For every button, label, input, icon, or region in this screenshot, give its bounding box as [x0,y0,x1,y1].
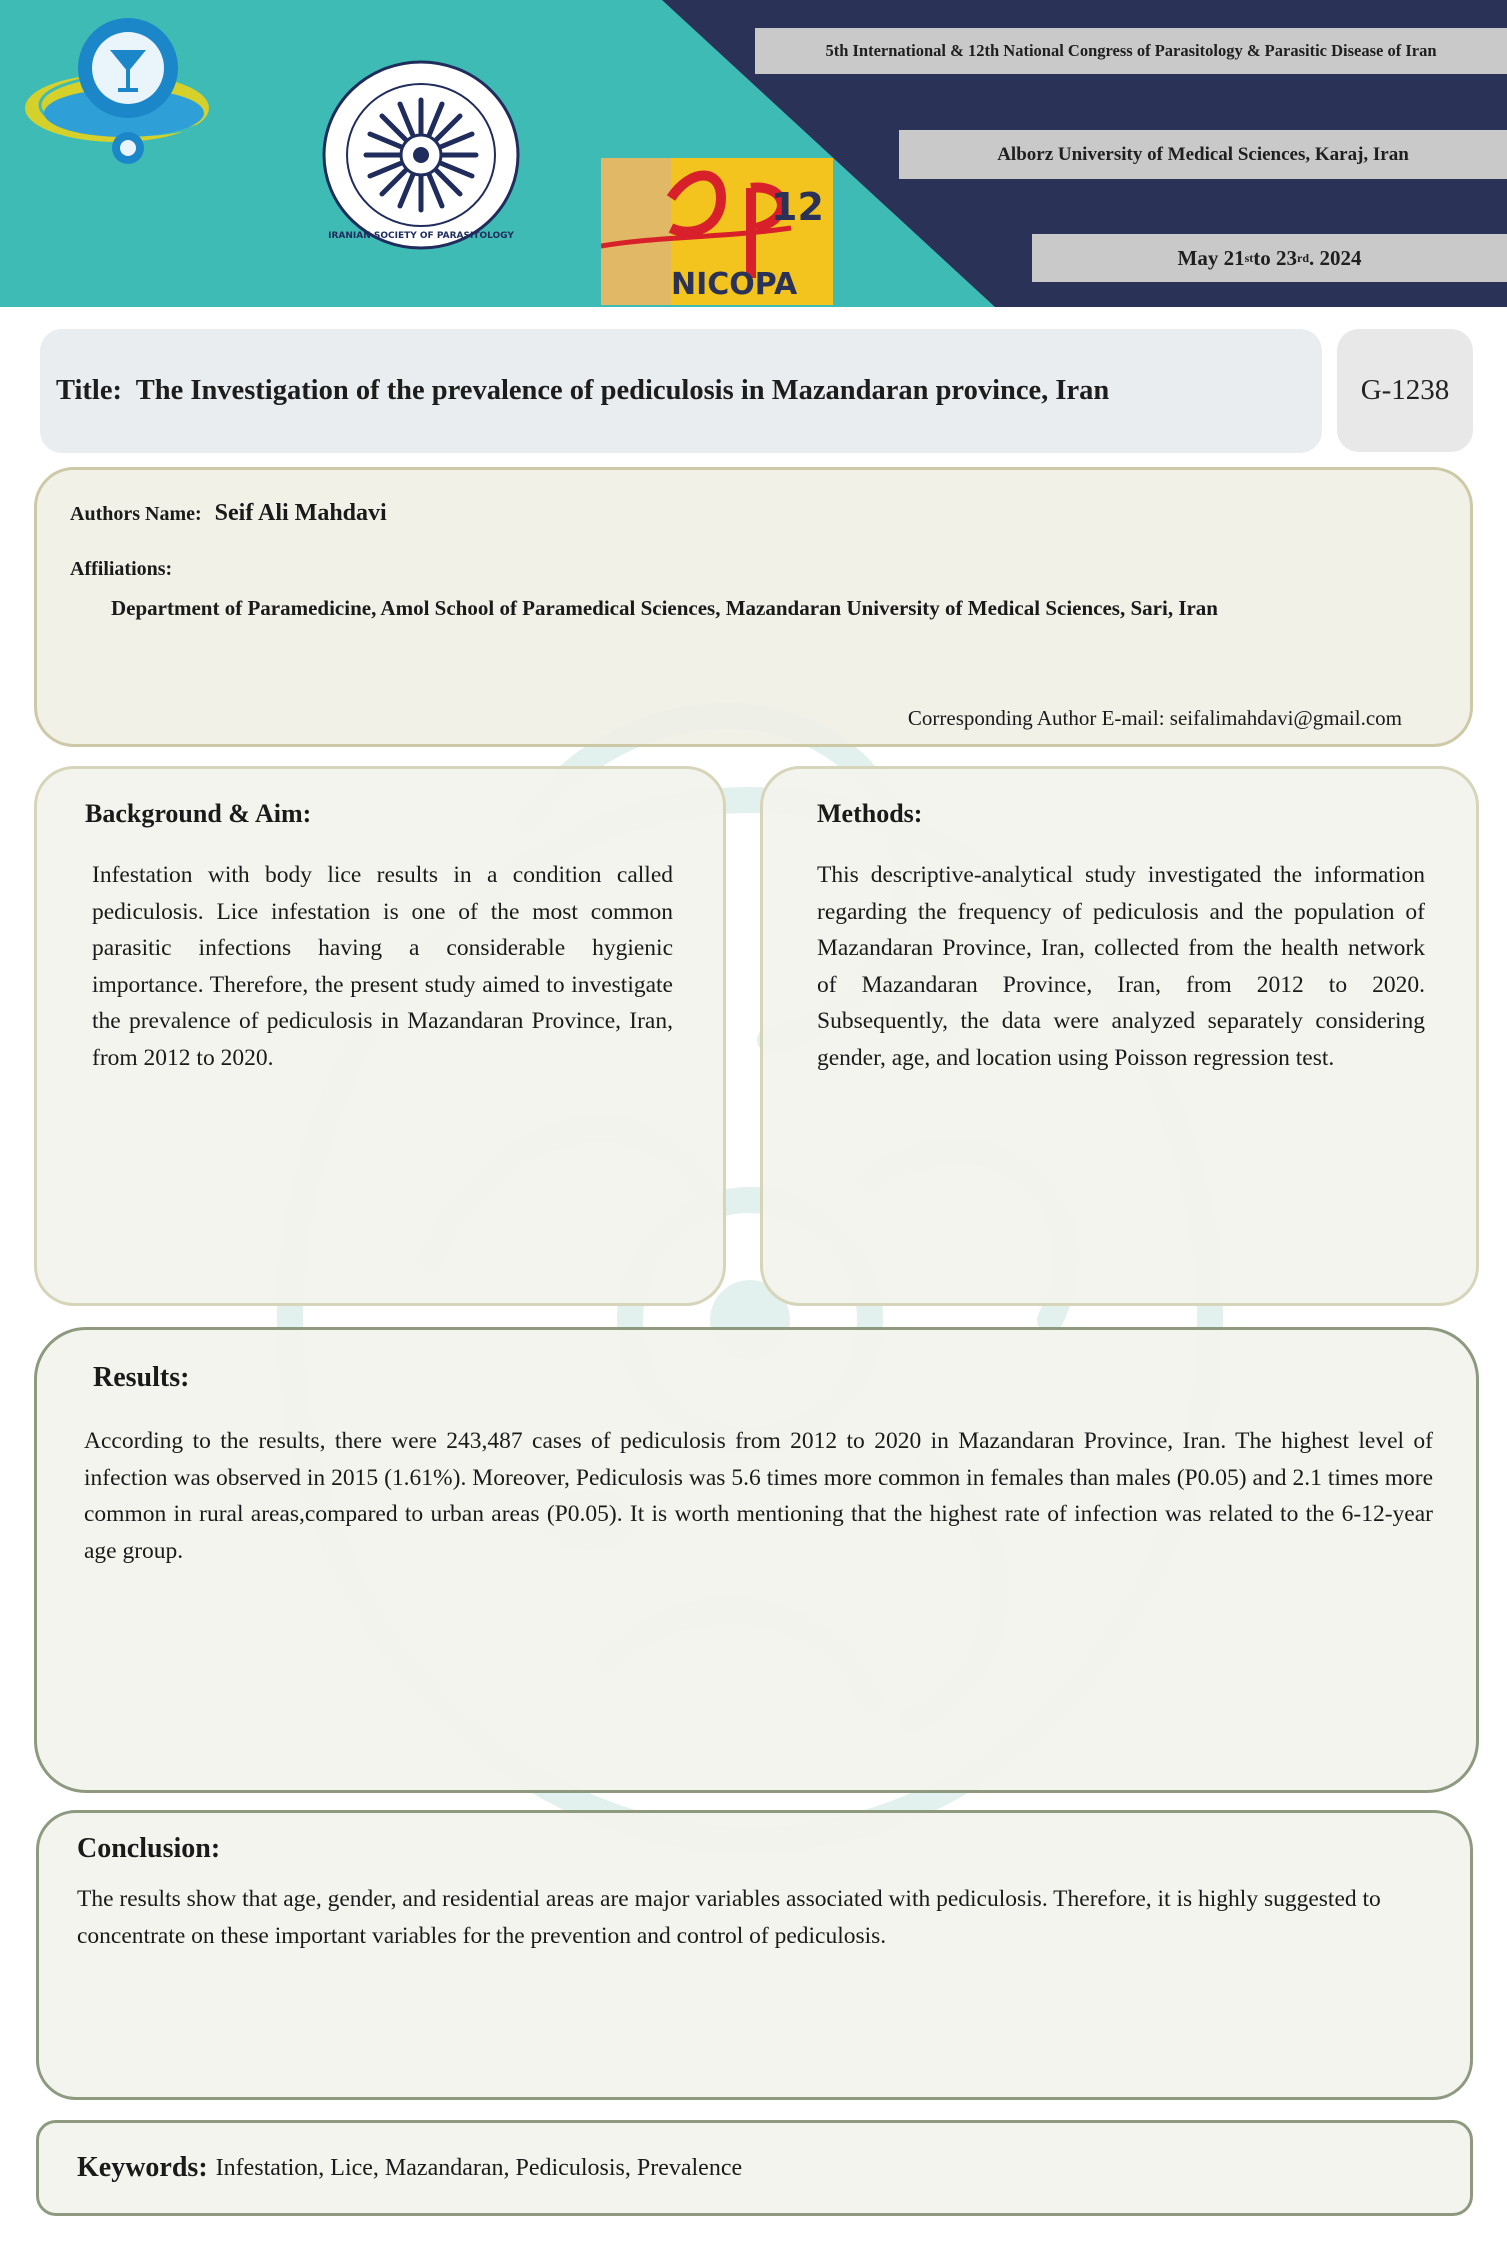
title-label: Title: [56,375,122,406]
results-heading: Results: [93,1362,190,1393]
results-text: According to the results, there were 243,487 cases of pediculosis from 2012 to 2020 in Mazandaran Province, Iran. The highest level of infection was observed in 2015 (1.61%). Moreover, Pediculosis was 5.6 times more common in females than males (P0.05) and 2.1 times more common in rural areas,compared to urban areas (P0.05). It is worth mentioning that the highest rate of infection was related to the 6-12-year age group. [84,1428,1433,1564]
title-box [40,329,1322,453]
seal-caption: IRANIAN SOCIETY OF PARASITOLOGY [328,231,514,241]
methods-box [760,766,1479,1306]
conclusion-text: The results show that age, gender, and residential areas are major variables associated with pediculosis. Therefore, it is highly suggested to concentrate on these important variables for the prevention and control of pediculosis. [77,1886,1381,1949]
date-prefix: May 21 [1177,245,1245,270]
title-text: The Investigation of the prevalence of pediculosis in Mazandaran province, Iran [135,375,1110,406]
poster-header [0,0,1507,307]
poster-title [56,375,1109,407]
congress-name-bar: 5th International & 12th National Congress of Parasitology & Parasitic Disease of Iran [755,28,1507,74]
conclusion-box [36,1810,1473,2100]
results-box [34,1327,1479,1793]
affiliation-text: Department of Paramedicine, Amol School of Paramedical Sciences, Mazandaran University of Medical Sciences, Sari, Iran [111,596,1218,620]
author-name: Seif Ali Mahdavi [214,500,387,526]
background-heading: Background & Aim: [85,799,312,828]
authors-box [34,467,1473,747]
nicopa-wordmark: NICOPA [671,267,798,302]
date-mid: to 23 [1253,245,1297,270]
methods-heading: Methods: [817,799,923,828]
affiliations-label: Affiliations: [70,558,173,580]
authors-label: Authors Name: [70,503,202,525]
parasitology-society-seal-logo [322,60,520,250]
date-bar: May 21 st to 23 rd . 2024 [1032,234,1507,282]
poster-code-badge: G-1238 [1337,329,1473,452]
methods-text: This descriptive-analytical study investigated the information regarding the frequency of pediculosis and the population of Mazandaran Province, Iran, collected from the health network of Mazandaran Province, Iran, from 2012 to 2020. Subsequently, the data were analyzed separately considering gender, age, and location using Poisson regression test. [817,862,1425,1071]
nicopa-logo [601,158,833,305]
corresponding-email: Corresponding Author E-mail: seifalimahdavi@gmail.com [907,706,1402,730]
venue-bar: Alborz University of Medical Sciences, Karaj, Iran [899,130,1507,179]
background-text: Infestation with body lice results in a condition called pediculosis. Lice infestation is one of the most common parasitic infections having a considerable hygienic importance. Therefore, the present study aimed to investigate the prevalence of pediculosis in Mazandaran Province, Iran, from 2012 to 2020. [92,862,673,1071]
keywords-text: Infestation, Lice, Mazandaran, Pediculosis, Prevalence [215,2154,743,2181]
date-suffix: . 2024 [1309,245,1362,270]
background-box [34,766,726,1306]
keywords-heading: Keywords: [77,2152,208,2183]
conclusion-heading: Conclusion: [77,1833,221,1864]
authors-line [70,500,387,527]
nicopa-number: 12 [771,185,824,229]
congress-emblem-logo [22,10,232,175]
keywords-box [36,2120,1473,2216]
